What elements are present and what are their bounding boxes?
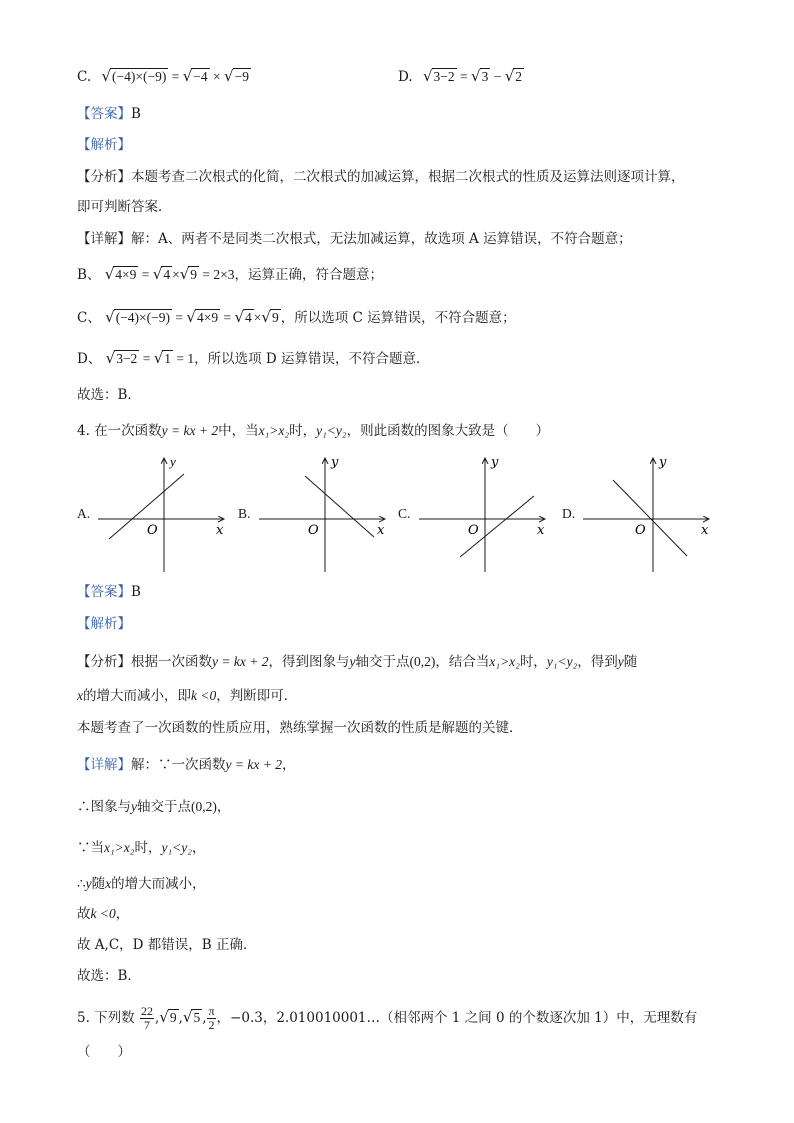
origin-label: O: [308, 523, 319, 538]
numerator: π: [208, 1004, 215, 1018]
graph-label-b: B.: [238, 506, 251, 521]
fenxi-text: 的增大而减小，即: [83, 688, 191, 704]
radicand: 3: [481, 69, 489, 84]
radicand: −4: [193, 69, 208, 84]
q3-detail-c: [77, 307, 516, 328]
denominator: 7: [143, 1018, 150, 1032]
q3-answer: [77, 104, 141, 124]
q4-detail-3: ∵当x₁>x₂时，y₁<y₂，: [77, 840, 206, 856]
option-label: C.: [77, 69, 92, 85]
radicand: 9: [169, 1010, 177, 1025]
fenxi-text: ，结合当: [435, 654, 490, 670]
math-expr: y = kx + 2: [161, 423, 219, 438]
detail-text: 解：A、两者不是同类二次根式，无法加减运算，故选项 A 运算错误，不符合题意；: [131, 231, 632, 247]
graph-b: [253, 452, 393, 577]
answer-value: B: [131, 584, 141, 600]
answer-tag: 【答案】: [77, 584, 131, 600]
detail-text: 的增大而减小，: [111, 876, 206, 892]
origin-label: O: [468, 523, 479, 538]
fenxi-text: 随: [623, 654, 638, 670]
detail-text: ∵当: [77, 840, 104, 856]
q4-detail-1: 【详解】解：∵一次函数y = kx + 2，: [77, 757, 296, 773]
item-label: D、: [77, 351, 102, 367]
math-expr: √3−2 = √1 = 1: [105, 349, 195, 367]
y-axis-label: y: [659, 455, 667, 470]
q3-detail-b: [77, 264, 383, 285]
origin-label: O: [635, 523, 646, 538]
fraction: [207, 1005, 215, 1032]
y-axis-label: y: [170, 454, 176, 469]
math-var: y: [131, 799, 137, 814]
q4-fenxi-cont: [77, 686, 297, 706]
q4-answer: [77, 582, 141, 602]
q3-fenxi-cont: 即可判断答案．: [77, 199, 172, 215]
q4-stem: [77, 421, 549, 441]
answer-tag: 【答案】: [77, 106, 131, 122]
origin-label: O: [147, 523, 158, 538]
q3-option-d: [398, 66, 524, 87]
graph-label-c: C.: [398, 506, 411, 521]
math-var: x: [105, 876, 112, 891]
function-line: [613, 480, 687, 556]
math-expr: x₁>x₂: [104, 840, 135, 855]
graph-c: [413, 452, 553, 577]
x-axis-label: x: [701, 523, 709, 538]
detail-tag: 【详解】: [77, 757, 131, 773]
math-expr: √(−4)×(−9) = √−4 × √−9: [101, 67, 249, 85]
q5-blank: （ ）: [77, 1044, 131, 1060]
graph-label-d: D.: [562, 506, 576, 521]
fenxi-text: 轴交于点: [355, 654, 410, 670]
math-expr: x₁>x₂: [258, 423, 290, 438]
graph-label-a: A.: [77, 506, 91, 521]
fenxi-text: ，判断即可．: [216, 688, 298, 704]
q4-detail-6: 故 A,C，D 都错误，B 正确．: [77, 937, 257, 953]
detail-text: ∴图象与: [77, 799, 131, 815]
radicand: (−4)×(−9): [112, 69, 167, 84]
stem-text: 5. 下列数: [77, 1010, 135, 1026]
detail-text: ，所以选项 C 运算错误，不符合题意；: [280, 310, 516, 326]
q3-choose: 故选：B．: [77, 387, 141, 403]
detail-text: 随: [91, 876, 106, 892]
math-expr: √4×9 = √4 ×√9 = 2×3: [104, 265, 235, 283]
q5-stem: 5. 下列数 $\frac{22}{7}$ ,√9 ,√5 , $\frac{\pi}{2}$ ，−0.3，2.010010001…（相邻两个 1 之间 0 的个数逐次加 1）中，无理数有: [77, 1004, 698, 1032]
detail-text: 故: [77, 906, 91, 922]
math-var: y: [349, 654, 356, 669]
fenxi-text: 本题考查二次根式的化简，二次根式的加减运算，根据二次根式的性质及运算法则逐项计算，: [131, 169, 685, 185]
math-expr: y = kx + 2: [225, 757, 282, 772]
q4-detail-4: [77, 874, 206, 894]
graph-a: [92, 452, 232, 577]
stem-text: 时，: [289, 423, 317, 439]
q4-fenxi: [77, 652, 637, 672]
y-axis-label: y: [491, 455, 499, 470]
item-label: C、: [77, 310, 101, 326]
q3-detail-a: [77, 229, 632, 249]
x-axis-label: x: [537, 523, 545, 538]
item-label: B、: [77, 267, 101, 283]
numerator: 22: [140, 1004, 153, 1018]
detail-text: 解：∵一次函数: [131, 757, 226, 773]
math-point: (0,2): [191, 799, 217, 814]
radicand: 3−2: [433, 69, 455, 84]
x-axis-label: x: [216, 523, 224, 538]
math-var: y: [85, 876, 92, 891]
math-expr: √3−2 = √3 − √2: [422, 67, 522, 85]
fenxi-tag: 【分析】: [77, 169, 131, 185]
math-point: (0,2): [409, 654, 436, 669]
graph-d: [577, 452, 717, 577]
answer-value: B: [131, 106, 141, 122]
stem-text: 4. 在一次函数: [77, 423, 162, 439]
stem-text: 中，当: [218, 423, 259, 439]
detail-text: 时，: [134, 840, 162, 856]
math-expr: k <0: [90, 906, 116, 921]
math-expr: y₁<y₂: [316, 423, 347, 438]
math-expr: √(−4)×(−9) = √4×9 = √4 ×√9: [105, 308, 279, 326]
q3-detail-d: [77, 348, 430, 369]
fenxi-text: 根据一次函数: [131, 654, 212, 670]
math-expr: y₁<y₂: [161, 840, 192, 855]
q4-detail-5: 故k <0，: [77, 906, 130, 922]
option-label: D.: [398, 69, 413, 85]
q4-summary: 本题考查了一次函数的性质应用，熟练掌握一次函数的性质是解题的关键．: [77, 720, 523, 736]
detail-text: ，所以选项 D 运算错误，不符合题意．: [194, 351, 430, 367]
stem-text: ，−0.3，2.010010001…（相邻两个 1 之间 0 的个数逐次加 1）中，无理数有: [216, 1010, 698, 1026]
fenxi-text: 时，: [519, 654, 547, 670]
q3-analysis-tag: 【解析】: [77, 137, 131, 153]
math-expr: x₁>x₂: [489, 654, 520, 669]
q4-choose: 故选：B．: [77, 968, 141, 984]
radicand: 2: [515, 69, 522, 84]
y-axis-label: y: [331, 455, 339, 470]
q4-analysis-tag: 【解析】: [77, 616, 131, 632]
detail-tag: 【详解】: [77, 231, 131, 247]
stem-text: ，则此函数的图象大致是（ ）: [346, 423, 550, 439]
math-var: x: [77, 688, 83, 703]
radicand: 5: [193, 1010, 201, 1025]
fenxi-tag: 【分析】: [77, 654, 131, 670]
denominator: 2: [208, 1018, 215, 1032]
math-expr: y₁<y₂: [546, 654, 578, 669]
fraction: [140, 1005, 154, 1032]
q3-fenxi: [77, 167, 685, 187]
fenxi-text: ，得到: [577, 654, 618, 670]
detail-text: ，运算正确，符合题意；: [234, 267, 384, 283]
q4-detail-2: ∴图象与y轴交于点(0,2)，: [77, 799, 231, 815]
radicand: −9: [234, 69, 249, 84]
q3-option-c: [77, 66, 251, 87]
math-var: y: [617, 654, 624, 669]
math-expr: k <0: [191, 688, 217, 703]
detail-text: ∴: [77, 876, 86, 892]
math-expr: y = kx + 2: [212, 654, 269, 669]
fenxi-text: ，得到图象与: [268, 654, 350, 670]
detail-text: 轴交于点: [137, 799, 191, 815]
x-axis-label: x: [377, 523, 385, 538]
